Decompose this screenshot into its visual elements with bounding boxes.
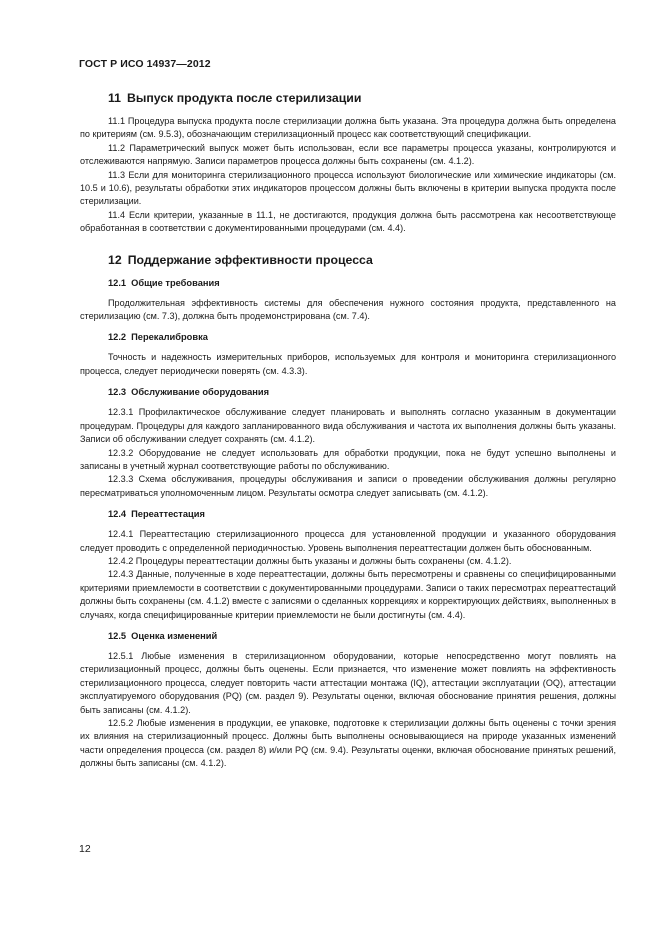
- paragraph-12-4-3: 12.4.3 Данные, полученные в ходе переаттестации, должны быть пересмотрены и сравнены со специфицированными критериями приемлемости в соответствии с документированными процедурами. Записи о таких пересмотрах переаттестаций должны быть сохранены (см. 4.1.2) вместе с записями о сделанных коррекциях и корректирующих действиях, выполненных в случаях, когда специфицированные критерии приемлемости не были достигнуты (см. 4.4).: [80, 569, 616, 620]
- subsection-12-2-heading: [80, 331, 616, 344]
- subsection-title: Перекалибровка: [131, 332, 208, 343]
- paragraph-12-3-3: 12.3.3 Схема обслуживания, процедуры обслуживания и записи о проведении обслуживания должны регулярно пересматриваться уполномоченным лицом. Результаты осмотра следует записывать (см. 4.1.2).: [80, 474, 616, 498]
- subsection-number: 12.2: [108, 332, 127, 343]
- subsection-number: 12.5: [108, 630, 127, 641]
- paragraph-12-4-2: 12.4.2 Процедуры переаттестации должны быть указаны и должны быть сохранены (см. 4.1.2).: [108, 555, 512, 566]
- subsection-12-4-heading: [80, 508, 616, 521]
- subsection-number: 12.4: [108, 509, 127, 520]
- paragraph-12-2: Точность и надежность измерительных приборов, используемых для контроля и мониторинга стерилизационного процесса, следует периодически поверять (см. 4.3.3).: [80, 352, 616, 376]
- page-number: 12: [79, 843, 91, 855]
- subsection-12-1-heading: [80, 277, 616, 290]
- section-12-heading: [80, 252, 616, 268]
- paragraph-12-3-1: 12.3.1 Профилактическое обслуживание следует планировать и выполнять согласно указанным в документации процедурам. Процедуры для каждого запланированного вида обслуживания и частота их выполнения должны быть указаны. Записи об обслуживании следует сохранять (см. 4.1.2).: [80, 407, 616, 445]
- paragraph-11-3: 11.3 Если для мониторинга стерилизационного процесса используют биологические или химические индикаторы (см. 10.5 и 10.6), результаты обработки этих индикаторов процессом должны быть включены в критерии выпуска продукта после стерилизации.: [80, 169, 616, 207]
- subsection-number: 12.1: [108, 277, 127, 288]
- section-title: Выпуск продукта после стерилизации: [127, 91, 362, 105]
- subsection-title: Общие требования: [131, 277, 220, 288]
- page-content: [80, 88, 616, 771]
- subsection-12-5-heading: [80, 630, 616, 643]
- paragraph-11-2: 11.2 Параметрический выпуск может быть использован, если все параметры процесса указаны, контролируются и отслеживаются напрямую. Записи параметров процесса должны быть сохранены (см. 4.1.2).: [80, 142, 616, 167]
- section-number: 12: [108, 252, 122, 267]
- section-number: 11: [108, 91, 121, 105]
- section-title: Поддержание эффективности процесса: [127, 252, 373, 267]
- subsection-title: Оценка изменений: [131, 630, 218, 641]
- subsection-title: Обслуживание оборудования: [131, 387, 270, 398]
- paragraph-11-4: 11.4 Если критерии, указанные в 11.1, не достигаются, продукция должна быть рассмотрена как несоответствующе обработанная в соответствии с документированными процедурами (см. 4.4).: [80, 209, 616, 234]
- paragraph-12-1: Продолжительная эффективность системы для обеспечения нужного состояния продукта, представленного на стерилизацию (см. 7.3), должна быть продемонстрирована (см. 7.4).: [80, 297, 616, 322]
- paragraph-12-5-2: 12.5.2 Любые изменения в продукции, ее упаковке, подготовке к стерилизации должны быть оценены с точки зрения их влияния на стерилизационный процесс. Должны быть выполнены основывающиеся на природе указанных изменений части определения процесса (см. раздел 8) и/или PQ (см. 9.4). Результаты оценки, включая обоснование принятых решений, должны быть записаны (см. 4.1.2).: [80, 718, 616, 769]
- paragraph-11-1: 11.1 Процедура выпуска продукта после стерилизации должна быть указана. Эта процедура должна быть определена по критериям (см. 9.5.3), обозначающим стерилизационный процесс как соответствующий спецификации.: [80, 116, 616, 140]
- paragraph-12-4-1: 12.4.1 Переаттестацию стерилизационного процесса для установленной продукции и указанного оборудования следует проводить с определенной периодичностью. Уровень выполнения переаттестации должен быть обоснованным.: [80, 529, 616, 553]
- section-11-heading: [80, 90, 616, 106]
- subsection-number: 12.3: [108, 387, 127, 398]
- paragraph-12-3-2: 12.3.2 Оборудование не следует использовать для обработки продукции, пока не будут успешно выполнены и записаны в учетный журнал соответствующие работы по обслуживанию.: [80, 447, 616, 471]
- subsection-12-3-heading: [80, 386, 616, 399]
- standard-designation: ГОСТ Р ИСО 14937—2012: [79, 58, 211, 70]
- paragraph-12-5-1: 12.5.1 Любые изменения в стерилизационном оборудовании, которые непосредственно могут повлиять на стерилизационный процесс, должны быть оценены. Если признается, что изменение может повлиять на эффективность стерилизационного процесса, следует повторить части аттестации монтажа (IQ), аттестации эксплуатации (OQ), аттестации эксплуатируемого оборудования (PQ) (см. раздел 9). Результаты оценки, включая обоснование принятия решения, должны быть записаны (см. 4.1.2).: [80, 650, 616, 715]
- subsection-title: Переаттестация: [131, 509, 205, 520]
